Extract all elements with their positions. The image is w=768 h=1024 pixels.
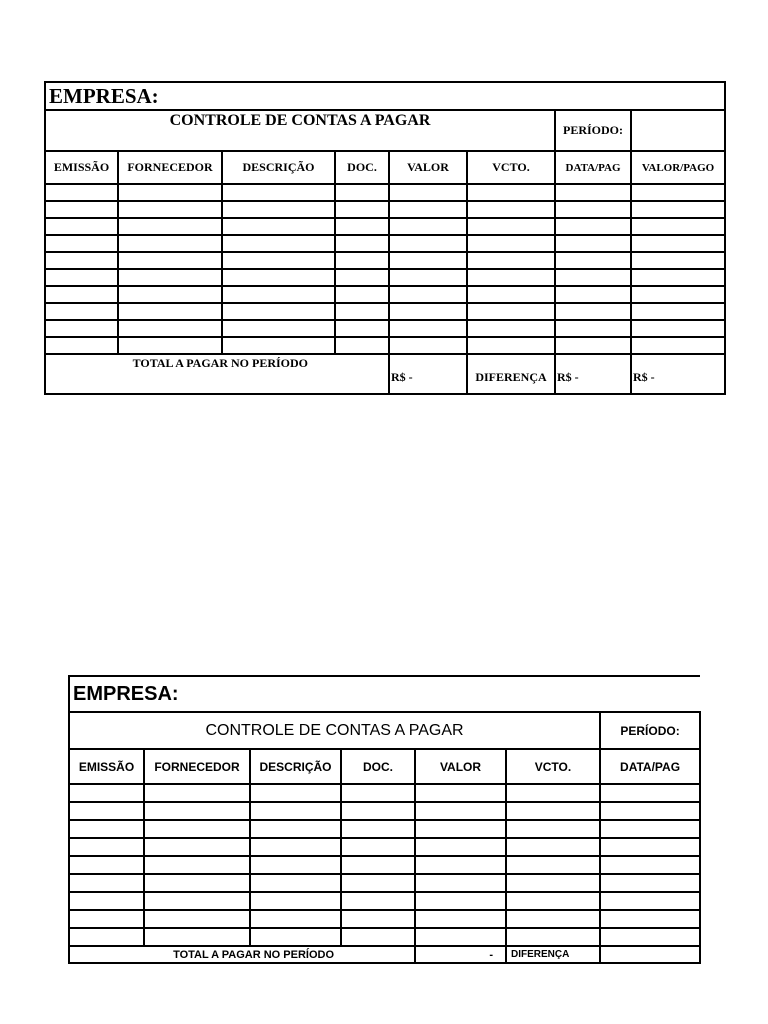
entry-cell[interactable] (222, 252, 335, 269)
entry-cell[interactable] (45, 252, 118, 269)
entry-cell[interactable] (341, 838, 415, 856)
total-valor: - (415, 946, 506, 963)
accounts-payable-form-bottom (68, 675, 701, 964)
entry-cell[interactable] (118, 218, 222, 235)
form-title: CONTROLE DE CONTAS A PAGAR (45, 110, 555, 151)
entry-cell[interactable] (69, 856, 144, 874)
empresa-label: EMPRESA: (69, 676, 700, 712)
entry-cell[interactable] (506, 802, 600, 820)
entry-cell[interactable] (506, 892, 600, 910)
entry-cell[interactable] (222, 269, 335, 286)
entry-cell[interactable] (250, 784, 341, 802)
col-header-doc: DOC. (335, 151, 389, 184)
entry-cell[interactable] (118, 252, 222, 269)
entry-cell[interactable] (415, 820, 506, 838)
entry-cell[interactable] (45, 201, 118, 218)
entry-row (69, 892, 700, 910)
entry-cell[interactable] (222, 303, 335, 320)
entry-cell[interactable] (415, 892, 506, 910)
periodo-label: PERÍODO: (600, 712, 700, 749)
entry-cell[interactable] (600, 910, 700, 928)
entry-cell[interactable] (341, 784, 415, 802)
entry-cell[interactable] (389, 201, 467, 218)
entry-row (45, 184, 725, 201)
entry-cell[interactable] (389, 286, 467, 303)
entry-cell[interactable] (600, 856, 700, 874)
entry-cell[interactable] (506, 856, 600, 874)
entry-cell[interactable] (506, 784, 600, 802)
entry-cell[interactable] (335, 337, 389, 354)
entry-cell[interactable] (631, 320, 725, 337)
entry-cell[interactable] (389, 320, 467, 337)
entry-cell[interactable] (250, 820, 341, 838)
entry-cell[interactable] (45, 320, 118, 337)
entry-cell[interactable] (45, 235, 118, 252)
col-header-valor-pago: VALOR/PAGO (631, 151, 725, 184)
entry-cell[interactable] (341, 802, 415, 820)
entry-cell[interactable] (631, 201, 725, 218)
entry-cell[interactable] (144, 838, 250, 856)
entry-cell[interactable] (555, 286, 631, 303)
entry-row (69, 820, 700, 838)
entry-cell[interactable] (555, 235, 631, 252)
entry-cell[interactable] (341, 928, 415, 946)
col-header-fornecedor: FORNECEDOR (144, 749, 250, 784)
entry-cell[interactable] (118, 303, 222, 320)
entry-cell[interactable] (250, 874, 341, 892)
entry-cell[interactable] (600, 874, 700, 892)
entry-cell[interactable] (45, 184, 118, 201)
column-header-row (45, 151, 725, 184)
entry-cell[interactable] (467, 218, 555, 235)
entry-cell[interactable] (631, 184, 725, 201)
entry-cell[interactable] (335, 252, 389, 269)
entry-cell[interactable] (118, 201, 222, 218)
entry-cell[interactable] (222, 218, 335, 235)
col-header-valor: VALOR (415, 749, 506, 784)
entry-cell[interactable] (335, 286, 389, 303)
entry-cell[interactable] (341, 892, 415, 910)
entry-row (69, 784, 700, 802)
entry-cell[interactable] (45, 286, 118, 303)
entry-cell[interactable] (600, 820, 700, 838)
entry-cell[interactable] (555, 337, 631, 354)
entry-cell[interactable] (467, 184, 555, 201)
entry-cell[interactable] (118, 269, 222, 286)
entry-row (69, 874, 700, 892)
col-header-emissao: EMISSÃO (45, 151, 118, 184)
total-valor: R$ - (389, 354, 467, 394)
entry-cell[interactable] (250, 928, 341, 946)
entry-cell[interactable] (45, 337, 118, 354)
periodo-field[interactable] (631, 110, 725, 151)
col-header-data-pag: DATA/PAG (600, 749, 700, 784)
entry-row (45, 252, 725, 269)
entry-cell[interactable] (600, 892, 700, 910)
entry-cell[interactable] (555, 252, 631, 269)
entry-cell[interactable] (118, 320, 222, 337)
entry-cell[interactable] (335, 303, 389, 320)
entry-cell[interactable] (389, 303, 467, 320)
entry-cell[interactable] (506, 820, 600, 838)
entry-cell[interactable] (45, 218, 118, 235)
entry-cell[interactable] (118, 337, 222, 354)
entry-cell[interactable] (555, 303, 631, 320)
entry-cell[interactable] (389, 252, 467, 269)
entry-cell[interactable] (600, 802, 700, 820)
col-header-descricao: DESCRIÇÃO (222, 151, 335, 184)
entry-cell[interactable] (341, 910, 415, 928)
entry-row (45, 286, 725, 303)
entry-cell[interactable] (69, 892, 144, 910)
entry-cell[interactable] (222, 201, 335, 218)
empresa-label: EMPRESA: (45, 82, 725, 110)
diferenca-label: DIFERENÇA (506, 946, 600, 963)
entry-cell[interactable] (555, 201, 631, 218)
entry-cell[interactable] (467, 269, 555, 286)
entry-cell[interactable] (69, 910, 144, 928)
entry-cell[interactable] (341, 856, 415, 874)
entry-cell[interactable] (335, 320, 389, 337)
total-label: TOTAL A PAGAR NO PERÍODO (69, 946, 415, 963)
periodo-label: PERÍODO: (555, 110, 631, 151)
col-header-vcto: VCTO. (506, 749, 600, 784)
entry-row (69, 856, 700, 874)
entry-cell[interactable] (341, 820, 415, 838)
entry-cell[interactable] (415, 784, 506, 802)
entry-cell[interactable] (144, 820, 250, 838)
entry-cell[interactable] (118, 235, 222, 252)
accounts-payable-form-top (44, 81, 726, 395)
entry-cell[interactable] (144, 856, 250, 874)
entry-cell[interactable] (69, 784, 144, 802)
total-data-pag: R$ - (555, 354, 631, 394)
entry-cell[interactable] (69, 838, 144, 856)
entry-cell[interactable] (600, 928, 700, 946)
entry-cell[interactable] (467, 320, 555, 337)
entry-cell[interactable] (222, 320, 335, 337)
entry-row (69, 838, 700, 856)
col-header-descricao: DESCRIÇÃO (250, 749, 341, 784)
col-header-doc: DOC. (341, 749, 415, 784)
entry-row (45, 320, 725, 337)
entry-row (45, 337, 725, 354)
entry-cell[interactable] (415, 928, 506, 946)
entry-cell[interactable] (222, 286, 335, 303)
entry-cell[interactable] (506, 874, 600, 892)
entry-cell[interactable] (506, 910, 600, 928)
entry-cell[interactable] (250, 892, 341, 910)
entry-cell[interactable] (506, 928, 600, 946)
form-title: CONTROLE DE CONTAS A PAGAR (69, 712, 600, 749)
total-data-pag[interactable] (600, 946, 700, 963)
entry-cell[interactable] (631, 303, 725, 320)
entry-cell[interactable] (467, 252, 555, 269)
entry-cell[interactable] (415, 874, 506, 892)
entry-row (45, 269, 725, 286)
entry-cell[interactable] (335, 218, 389, 235)
entry-cell[interactable] (45, 303, 118, 320)
entry-cell[interactable] (222, 337, 335, 354)
entry-cell[interactable] (631, 235, 725, 252)
entry-cell[interactable] (467, 286, 555, 303)
entry-cell[interactable] (600, 784, 700, 802)
entry-cell[interactable] (389, 184, 467, 201)
entry-cell[interactable] (69, 928, 144, 946)
entry-row (45, 201, 725, 218)
entry-cell[interactable] (415, 856, 506, 874)
entry-cell[interactable] (144, 892, 250, 910)
entry-cell[interactable] (555, 269, 631, 286)
entry-cell[interactable] (222, 184, 335, 201)
entry-cell[interactable] (144, 874, 250, 892)
entry-cell[interactable] (415, 802, 506, 820)
entry-cell[interactable] (467, 201, 555, 218)
total-valor-pago: R$ - (631, 354, 725, 394)
total-label: TOTAL A PAGAR NO PERÍODO (45, 354, 389, 394)
entry-cell[interactable] (341, 874, 415, 892)
entry-cell[interactable] (118, 184, 222, 201)
entry-cell[interactable] (415, 910, 506, 928)
entry-cell[interactable] (389, 337, 467, 354)
entry-cell[interactable] (69, 874, 144, 892)
entry-row (69, 910, 700, 928)
entry-cell[interactable] (389, 269, 467, 286)
entry-cell[interactable] (506, 838, 600, 856)
entry-cell[interactable] (250, 838, 341, 856)
entry-cell[interactable] (144, 910, 250, 928)
entry-cell[interactable] (555, 184, 631, 201)
entry-cell[interactable] (222, 235, 335, 252)
entry-cell[interactable] (631, 337, 725, 354)
entry-cell[interactable] (250, 856, 341, 874)
entry-cell[interactable] (250, 910, 341, 928)
entry-row (45, 218, 725, 235)
diferenca-label: DIFERENÇA (467, 354, 555, 394)
entry-cell[interactable] (335, 235, 389, 252)
entry-cell[interactable] (631, 286, 725, 303)
total-row (69, 946, 700, 963)
entry-cell[interactable] (467, 303, 555, 320)
entry-cell[interactable] (69, 802, 144, 820)
entry-cell[interactable] (45, 269, 118, 286)
entry-row (45, 303, 725, 320)
entry-cell[interactable] (555, 320, 631, 337)
entry-row (45, 235, 725, 252)
col-header-vcto: VCTO. (467, 151, 555, 184)
entry-row (69, 928, 700, 946)
entry-cell[interactable] (69, 820, 144, 838)
entry-cell[interactable] (144, 928, 250, 946)
entry-cell[interactable] (335, 201, 389, 218)
entry-cell[interactable] (467, 235, 555, 252)
column-header-row (69, 749, 700, 784)
entry-cell[interactable] (415, 838, 506, 856)
entry-cell[interactable] (118, 286, 222, 303)
col-header-fornecedor: FORNECEDOR (118, 151, 222, 184)
entry-cell[interactable] (631, 252, 725, 269)
entry-cell[interactable] (555, 218, 631, 235)
entry-cell[interactable] (600, 838, 700, 856)
entry-row (69, 802, 700, 820)
col-header-valor: VALOR (389, 151, 467, 184)
entry-cell[interactable] (631, 269, 725, 286)
entry-cell[interactable] (389, 235, 467, 252)
entry-cell[interactable] (467, 337, 555, 354)
col-header-data-pag: DATA/PAG (555, 151, 631, 184)
entry-cell[interactable] (144, 784, 250, 802)
entry-cell[interactable] (335, 184, 389, 201)
entry-cell[interactable] (250, 802, 341, 820)
entry-cell[interactable] (144, 802, 250, 820)
entry-cell[interactable] (335, 269, 389, 286)
total-row (45, 354, 725, 394)
entry-cell[interactable] (389, 218, 467, 235)
col-header-emissao: EMISSÃO (69, 749, 144, 784)
entry-cell[interactable] (631, 218, 725, 235)
